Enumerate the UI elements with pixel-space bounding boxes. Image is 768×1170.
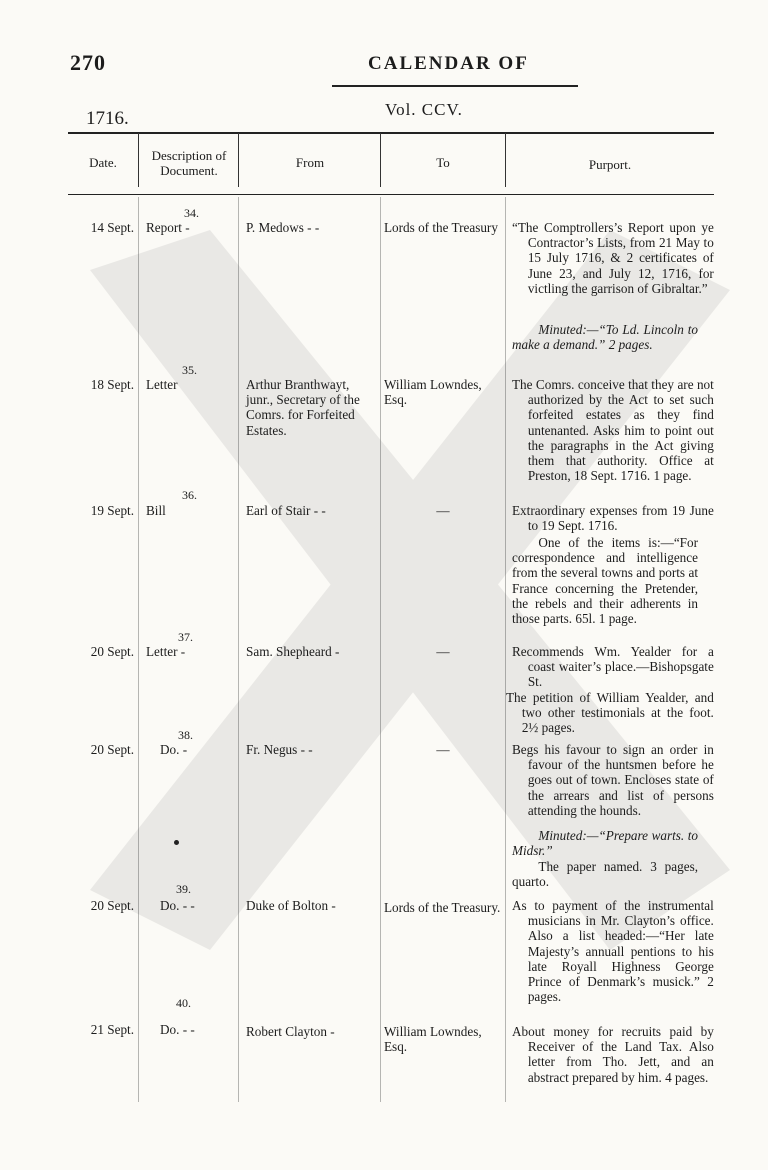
entry-to: William Lowndes, Esq.: [384, 1024, 482, 1055]
page-number: 270: [70, 50, 106, 75]
entry-purport: The Comrs. conceive that they are not authorized by the Act to set such forfeited estates as they find untenanted. Asks him to point out the paragraphs in the Act giving them that authority. Office at Preston, 18 Sept. 1716. 1 page.: [512, 377, 714, 484]
entry-description: Report -: [146, 220, 190, 235]
column-header-from: From: [295, 155, 325, 170]
entry-purport: The paper named. 3 pages, quarto.: [512, 859, 698, 890]
column-divider: [138, 133, 139, 187]
entry-to: William Lowndes, Esq.: [384, 377, 482, 408]
column-divider: [138, 197, 139, 1102]
entry-description: Do. -: [160, 742, 188, 757]
entry-description: Bill: [146, 503, 166, 518]
entry-from: P. Medows - -: [246, 220, 320, 235]
running-title: CALENDAR OF: [368, 53, 529, 74]
entry-purport-minute: Minuted:—“To Ld. Lincoln to make a demand.” 2 pages.: [512, 322, 698, 353]
entry-number: 35.: [182, 363, 197, 377]
entry-number: 40.: [176, 996, 191, 1010]
entry-purport: One of the items is:—“For correspondence and intelligence from the several towns and ports at France concerning the Pretender, the rebels and their adherents in those parts. 65l. 1 page.: [512, 535, 698, 627]
column-divider: [505, 133, 506, 187]
entry-date: 20 Sept.: [90, 742, 134, 757]
entry-to: —: [436, 644, 450, 659]
entry-purport: About money for recruits paid by Receiver of the Land Tax. Also letter from Tho. Jett, and an abstract prepared by him. 4 pages.: [512, 1024, 714, 1085]
entry-purport: “The Comptrollers’s Report upon ye Contractor’s Lists, from 21 May to 15 July 1716, & 2 certificates of June 23, and July 12, 1716, for victling the garrison of Gibraltar.”: [512, 220, 714, 296]
table-top-rule: [68, 132, 714, 134]
entry-purport: Recommends Wm. Yealder for a coast waiter’s place.—Bishopsgate St.: [512, 644, 714, 690]
entry-date: 21 Sept.: [90, 1022, 134, 1037]
entry-from: Sam. Shepheard -: [246, 644, 340, 659]
title-rule: [332, 85, 578, 87]
entry-to: —: [436, 742, 450, 757]
entry-description: Letter: [146, 377, 178, 392]
entry-purport: Extraordinary expenses from 19 June to 19 Sept. 1716.: [512, 503, 714, 534]
entry-to: Lords of the Treasury: [384, 220, 498, 235]
volume: Vol. CCV.: [385, 100, 463, 119]
entry-date: 19 Sept.: [90, 503, 134, 518]
entry-number: 34.: [184, 206, 199, 220]
year: 1716.: [86, 108, 129, 129]
entry-number: 37.: [178, 630, 193, 644]
column-header-purport: Purport.: [588, 157, 632, 172]
entry-description: Do. - -: [160, 898, 195, 913]
column-header-to: To: [436, 155, 450, 170]
entry-date: 20 Sept.: [90, 644, 134, 659]
entry-number: 39.: [176, 882, 191, 896]
entry-number: 36.: [182, 488, 197, 502]
entry-purport-minute: Minuted:—“Prepare warts. to Midsr.”: [512, 828, 698, 859]
column-divider: [505, 197, 506, 1102]
column-header-description: Description of Document.: [151, 148, 227, 178]
entry-from: Fr. Negus - -: [246, 742, 313, 757]
entry-description: Letter -: [146, 644, 186, 659]
entry-description: Do. - -: [160, 1022, 195, 1037]
column-divider: [380, 197, 381, 1102]
entry-from: Earl of Stair - -: [246, 503, 326, 518]
entry-date: 14 Sept.: [90, 220, 134, 235]
ink-dot: [174, 840, 179, 845]
entry-date: 20 Sept.: [90, 898, 134, 913]
entry-date: 18 Sept.: [90, 377, 134, 392]
entry-to: Lords of the Treasury.: [384, 900, 501, 915]
column-divider: [238, 197, 239, 1102]
entry-number: 38.: [178, 728, 193, 742]
entry-purport: As to payment of the instrumental musicians in Mr. Clayton’s office. Also a list headed:—“Her late Majesty’s annuall pentions to his late Royall Highness George Prince of Denmark’s musick.” 2 pages.: [512, 898, 714, 1005]
entry-to: —: [436, 503, 450, 518]
entry-from: Arthur Branthwayt, junr., Secretary of the Comrs. for Forfeited Estates.: [246, 377, 360, 438]
entry-from: Robert Clayton -: [246, 1024, 335, 1039]
column-divider: [238, 133, 239, 187]
column-header-date: Date.: [89, 155, 117, 170]
table-header-rule: [68, 194, 714, 195]
entry-purport: The petition of William Yealder, and two other testimonials at the foot. 2½ pages.: [506, 690, 714, 736]
column-divider: [380, 133, 381, 187]
entry-from: Duke of Bolton -: [246, 898, 336, 913]
entry-purport: Begs his favour to sign an order in favour of the huntsmen before he goes out of town. Encloses state of the arrears and list of persons attending the hounds.: [512, 742, 714, 818]
